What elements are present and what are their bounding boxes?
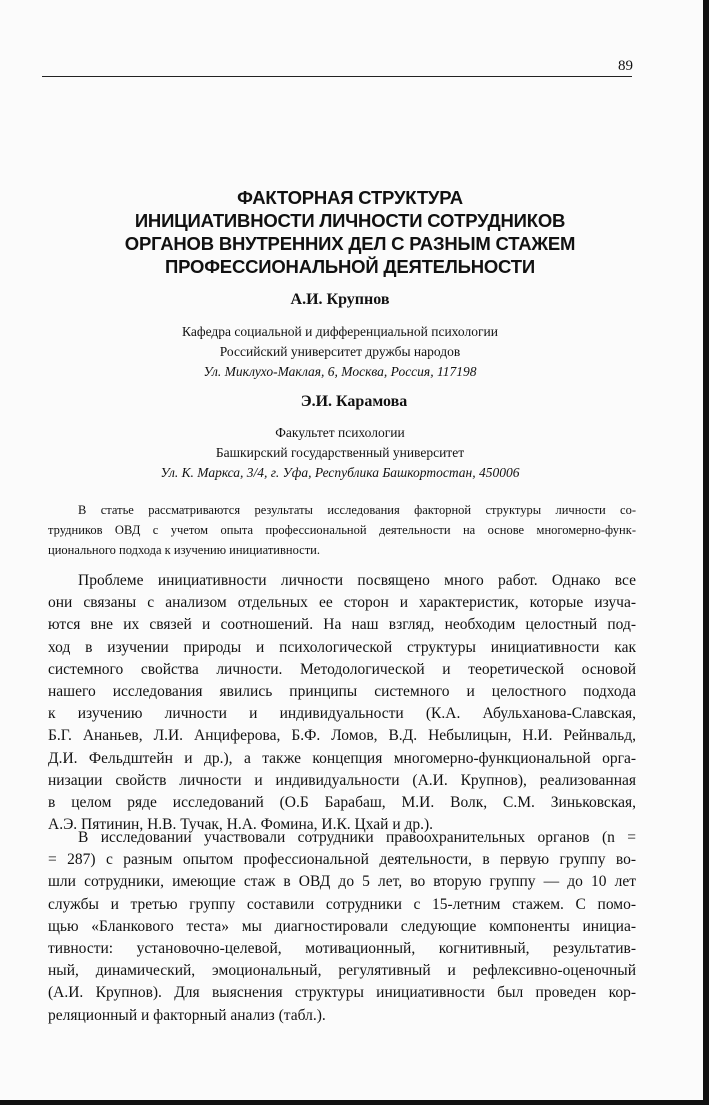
abstract-line: ционального подхода к изучению инициативности.	[48, 543, 320, 557]
body-line: щью «Бланкового теста» мы диагностировали следующие компоненты инициа-	[48, 917, 636, 935]
header-rule	[42, 76, 632, 77]
body-line: В исследовании участвовали сотрудники правоохранительных органов (n =	[78, 829, 636, 846]
body-line: системного свойства личности. Методологической и теоретической основой	[48, 660, 636, 678]
body-line: ный, динамический, эмоциональный, регулятивный и рефлексивно-оценочный	[48, 962, 636, 980]
body-line: Проблеме инициативности личности посвящено много работ. Однако все	[78, 572, 636, 589]
body-line: ход в изучении природы и психологической структуры инициативности как	[48, 638, 636, 656]
title-line: ПРОФЕССИОНАЛЬНОЙ ДЕЯТЕЛЬНОСТИ	[165, 256, 535, 277]
body-line: в целом ряде исследований (О.Б Барабаш, М.И. Волк, С.М. Зиньковская,	[48, 794, 636, 812]
article-title	[60, 186, 640, 278]
body-line: = 287) с разным опытом профессиональной деятельности, в первую группу во-	[48, 851, 636, 869]
body-line: реляционный и факторный анализ (табл.).	[48, 1006, 326, 1024]
abstract-line: трудников ОВД с учетом опыта профессиональной деятельности на основе многомерно-функ-	[48, 523, 636, 537]
body-line: Д.И. Фельдштейн и др.), а также концепция многомерно-функциональной орга-	[48, 749, 636, 767]
scan-edge-bottom	[0, 1100, 709, 1105]
body-line: шли сотрудники, имеющие стаж в ОВД до 5 лет, во вторую группу — до 10 лет	[48, 873, 636, 891]
page-number: 89	[618, 58, 633, 74]
body-line: тивности: установочно-целевой, мотивационный, когнитивный, результатив-	[48, 940, 636, 958]
affiliation-line: Кафедра социальной и дифференциальной психологии	[182, 324, 498, 339]
body-line: службы и третью группу составили сотрудники с 15-летним стажем. С помо-	[48, 895, 636, 913]
body-paragraph-2	[48, 827, 636, 1027]
affiliation-line: Российский университет дружбы народов	[219, 344, 461, 359]
title-line: ФАКТОРНАЯ СТРУКТУРА	[237, 187, 463, 208]
title-line: ИНИЦИАТИВНОСТИ ЛИЧНОСТИ СОТРУДНИКОВ	[134, 210, 566, 231]
author-affiliation-2	[0, 423, 680, 483]
scan-edge-right	[703, 0, 709, 1105]
affiliation-address: Ул. Миклухо-Маклая, 6, Москва, Россия, 117198	[203, 364, 477, 379]
body-line: Б.Г. Ананьев, Л.И. Анциферова, Б.Ф. Ломов, В.Д. Небылицын, Н.И. Рейнвальд,	[48, 727, 636, 745]
body-line: к изучению личности и индивидуальности (К.А. Абульханова-Славская,	[48, 705, 636, 723]
body-line: А.Э. Пятинин, Н.В. Тучак, Н.А. Фомина, И.К. Цхай и др.).	[48, 816, 434, 834]
affiliation-address: Ул. К. Маркса, 3/4, г. Уфа, Республика Башкортостан, 450006	[160, 465, 520, 480]
body-line: они связаны с анализом отдельных ее сторон и характеристик, которые изуча-	[48, 594, 636, 612]
body-line: нашего исследования явились принципы системного и целостного подхода	[48, 683, 636, 701]
body-line: ются вне их связей и соотношений. На наш взгляд, необходим целостный под-	[48, 616, 636, 634]
body-line: низации свойств личности и индивидуальности (А.И. Крупнов), реализованная	[48, 771, 636, 789]
author-name-1: А.И. Крупнов	[290, 291, 390, 308]
abstract-line: В статье рассматриваются результаты исследования факторной структуры личности со-	[78, 503, 636, 517]
body-paragraph-1	[48, 570, 636, 836]
author-name-2: Э.И. Карамова	[300, 393, 408, 410]
affiliation-line: Факультет психологии	[275, 425, 405, 440]
body-line: (А.И. Крупнов). Для выяснения структуры инициативности был проведен кор-	[48, 984, 636, 1002]
title-line: ОРГАНОВ ВНУТРЕННИХ ДЕЛ С РАЗНЫМ СТАЖЕМ	[124, 233, 576, 254]
affiliation-line: Башкирский государственный университет	[215, 445, 465, 460]
author-affiliation-1	[0, 322, 680, 382]
abstract	[48, 500, 636, 560]
